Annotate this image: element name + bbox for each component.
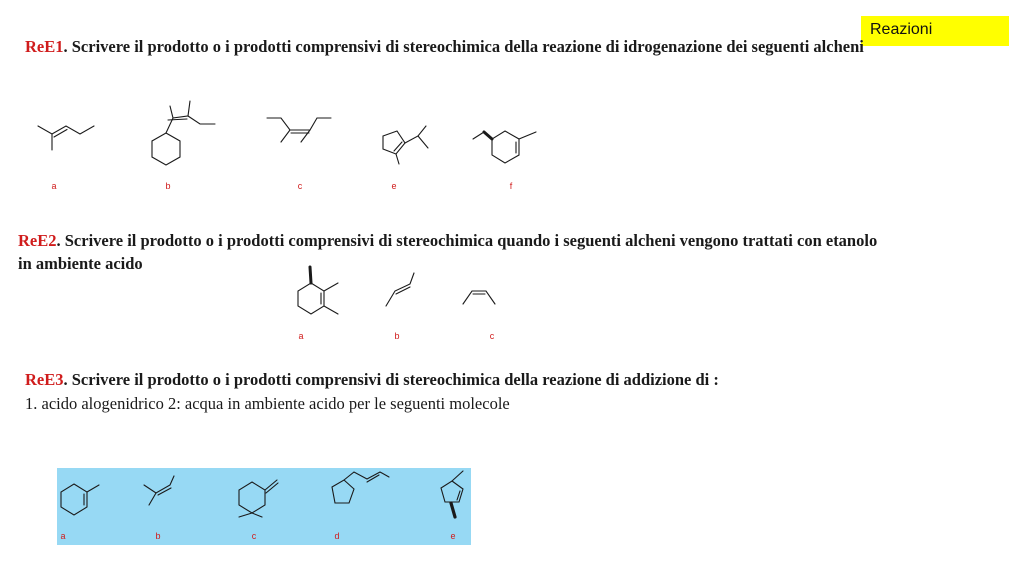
molecule-2b [383,270,418,310]
label-3b: b [155,531,161,541]
exercise-3-heading [25,368,885,391]
label-1c: c [297,181,303,191]
exercise-3-code: ReE3 [25,370,64,389]
label-1f: f [509,181,513,191]
section-tag: Reazioni [861,16,1009,46]
label-3c: c [251,531,257,541]
label-2b: b [394,331,400,341]
label-3a: a [60,531,66,541]
exercise-2-code: ReE2 [18,231,57,250]
molecule-3d [327,470,392,508]
label-1a: a [51,181,57,191]
exercise-1-heading [25,35,865,58]
exercise-1-code: ReE1 [25,37,64,56]
molecule-3c [234,467,284,519]
label-3d: d [334,531,340,541]
label-2c: c [489,331,495,341]
molecule-3b [141,474,181,510]
molecule-2a [293,263,343,315]
molecule-3e [436,469,471,521]
molecule-1b [140,98,220,168]
molecule-3a [58,476,103,518]
exercise-2-text: . Scrivere il prodotto o i prodotti comprensivi di stereochimica quando i seguenti alcheni vengono trattati con etanolo in ambiente acido [18,231,878,273]
label-2a: a [298,331,304,341]
exercise-1-text: . Scrivere il prodotto o i prodotti comprensivi di stereochimica della reazione di idrogenazione dei seguenti alcheni [63,37,864,56]
molecule-2c [460,286,500,308]
molecule-1a [35,115,95,155]
exercise-3-subtext: 1. acido alogenidrico 2: acqua in ambiente acido per le seguenti molecole [25,394,510,413]
molecule-1c [265,110,335,145]
exercise-2-heading [18,229,878,275]
molecule-1e [378,122,438,167]
label-1e: e [391,181,397,191]
label-1b: b [165,181,171,191]
label-3e: e [450,531,456,541]
exercise-3-text: . Scrivere il prodotto o i prodotti comprensivi di stereochimica della reazione di addizione di : [63,370,719,389]
molecule-1f [470,128,545,163]
